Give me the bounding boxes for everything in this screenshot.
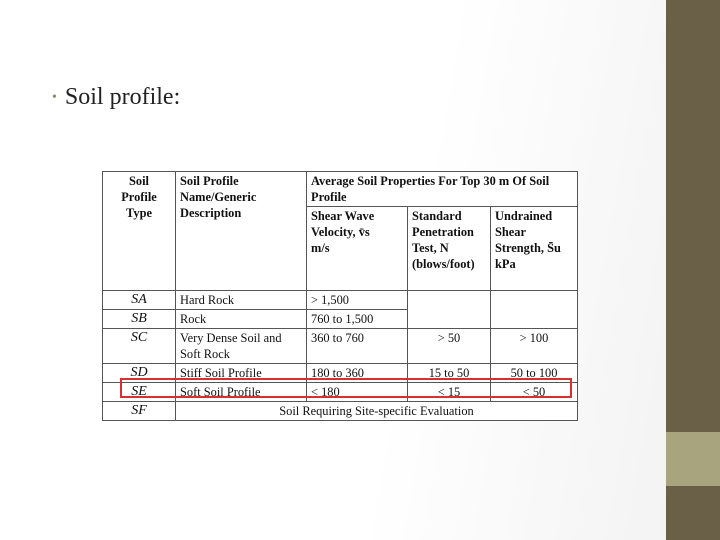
bullet-text: Soil profile:	[64, 84, 181, 110]
header-text: Name/Generic	[180, 190, 257, 204]
header-text: Soil	[129, 174, 149, 188]
soil-type-cell: SB	[103, 310, 176, 329]
header-spt	[408, 207, 491, 291]
spt-cell: 15 to 50	[408, 364, 491, 383]
shear-strength-cell: 50 to 100	[491, 364, 578, 383]
header-text: Profile	[121, 190, 157, 204]
header-text: kPa	[495, 257, 516, 271]
spt-cell: > 50	[408, 329, 491, 364]
soil-type-cell: SE	[103, 383, 176, 402]
spt-cell	[408, 291, 491, 329]
header-text: Shear	[495, 225, 526, 239]
header-text: Strength, S̄u	[495, 241, 561, 255]
soil-type-cell: SF	[103, 402, 176, 421]
header-text: Type	[126, 206, 152, 220]
description-cell: Soft Soil Profile	[176, 383, 307, 402]
header-text: Test, N	[412, 241, 449, 255]
table-row	[103, 329, 578, 364]
shear-strength-cell	[491, 291, 578, 329]
highlight-box	[120, 378, 572, 398]
spt-cell: < 15	[408, 383, 491, 402]
header-undrained-shear	[491, 207, 578, 291]
header-text: Undrained	[495, 209, 553, 223]
shear-velocity-cell: 180 to 360	[307, 364, 408, 383]
table-row	[103, 291, 578, 310]
description-cell: Soil Requiring Site-specific Evaluation	[176, 402, 578, 421]
header-text: Velocity, v̄s	[311, 225, 370, 239]
shear-strength-cell: < 50	[491, 383, 578, 402]
header-shear-wave	[307, 207, 408, 291]
shear-velocity-cell: 760 to 1,500	[307, 310, 408, 329]
bullet-icon: •	[52, 90, 57, 106]
description-cell: Very Dense Soil and Soft Rock	[176, 329, 307, 364]
header-text: Shear Wave	[311, 209, 375, 223]
shear-velocity-cell: > 1,500	[307, 291, 408, 310]
decorative-sidebar-accent	[666, 432, 720, 486]
shear-velocity-cell: 360 to 760	[307, 329, 408, 364]
soil-type-cell: SC	[103, 329, 176, 364]
header-text: Description	[180, 206, 242, 220]
header-text: m/s	[311, 241, 330, 255]
description-cell: Hard Rock	[176, 291, 307, 310]
header-text: (blows/foot)	[412, 257, 475, 271]
description-cell: Stiff Soil Profile	[176, 364, 307, 383]
shear-strength-cell: > 100	[491, 329, 578, 364]
soil-type-cell: SA	[103, 291, 176, 310]
table-row	[103, 402, 578, 421]
header-text: Standard	[412, 209, 462, 223]
bullet-point	[52, 84, 180, 111]
header-text: Penetration	[412, 225, 474, 239]
soil-type-cell: SD	[103, 364, 176, 383]
shear-velocity-cell: < 180	[307, 383, 408, 402]
description-cell: Rock	[176, 310, 307, 329]
header-text: Soil Profile	[180, 174, 239, 188]
table-header-row	[103, 172, 578, 207]
header-soil-profile-type	[103, 172, 176, 291]
header-description	[176, 172, 307, 291]
header-average-properties: Average Soil Properties For Top 30 m Of Soil Profile	[307, 172, 578, 207]
